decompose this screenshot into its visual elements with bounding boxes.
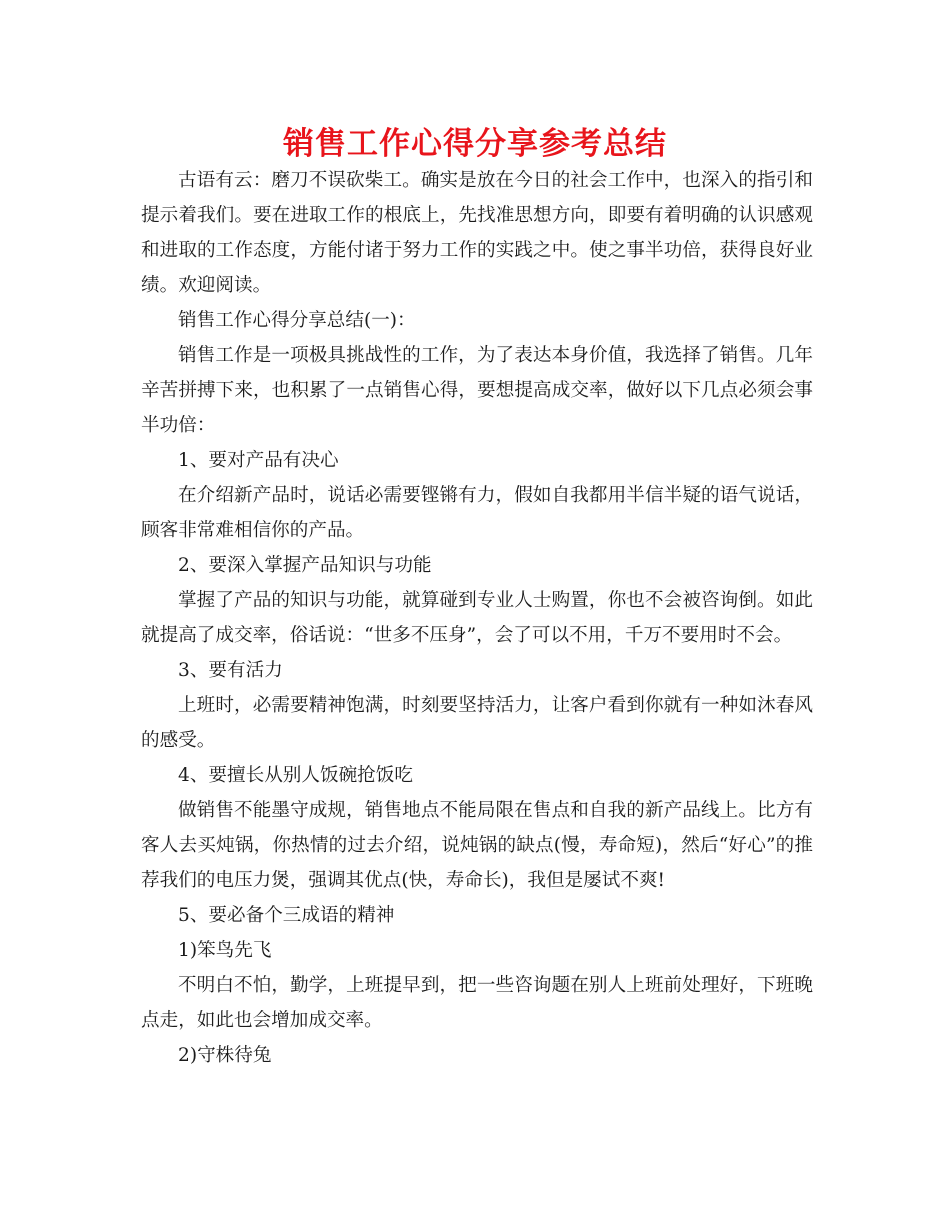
point-heading-3: 3、要有活力 (178, 660, 283, 681)
point-heading-4: 4、要擅长从别人饭碗抢饭吃 (178, 765, 413, 786)
intro-paragraph: 古语有云：磨刀不误砍柴工。确实是放在今日的社会工作中，也深入的指引和提示着我们。要在进取工作的根底上，先找准思想方向，即要有着明确的认识感观和进取的工作态度，方能付诸于努力工作的实践之中。使之事半功倍，获得良好业绩。欢迎阅读。 (141, 170, 813, 296)
sub-point-heading-1: 1)笨鸟先飞 (178, 940, 272, 961)
point-heading-1: 1、要对产品有决心 (178, 450, 339, 471)
body-paragraph: 上班时，必需要精神饱满，时刻要坚持活力，让客户看到你就有一种如沐春风的感受。 (141, 695, 813, 751)
sub-point-heading-2: 2)守株待兔 (178, 1045, 272, 1066)
point-heading-2: 2、要深入掌握产品知识与功能 (178, 555, 432, 576)
body-paragraph: 做销售不能墨守成规，销售地点不能局限在售点和自我的新产品线上。比方有客人去买炖锅，你热情的过去介绍，说炖锅的缺点(慢，寿命短)，然后“好心”的推荐我们的电压力煲，强调其优点(快，寿命长)，我但是屡试不爽! (141, 800, 813, 891)
body-paragraph: 不明白不怕，勤学，上班提早到，把一些咨询题在别人上班前处理好，下班晚点走，如此也会增加成交率。 (141, 975, 813, 1031)
document-body (141, 163, 813, 1073)
section-heading: 销售工作心得分享总结(一)： (178, 310, 416, 331)
body-paragraph: 销售工作是一项极具挑战性的工作，为了表达本身价值，我选择了销售。几年辛苦拼搏下来，也积累了一点销售心得，要想提高成交率，做好以下几点必须会事半功倍： (141, 345, 813, 436)
body-paragraph: 掌握了产品的知识与功能，就算碰到专业人士购置，你也不会被咨询倒。如此就提高了成交率，俗话说：“世多不压身”，会了可以不用，千万不要用时不会。 (141, 590, 813, 646)
point-heading-5: 5、要必备个三成语的精神 (178, 905, 395, 926)
body-paragraph: 在介绍新产品时，说话必需要铿锵有力，假如自我都用半信半疑的语气说话，顾客非常难相信你的产品。 (141, 485, 813, 541)
document-title: 销售工作心得分享参考总结 (283, 126, 667, 162)
